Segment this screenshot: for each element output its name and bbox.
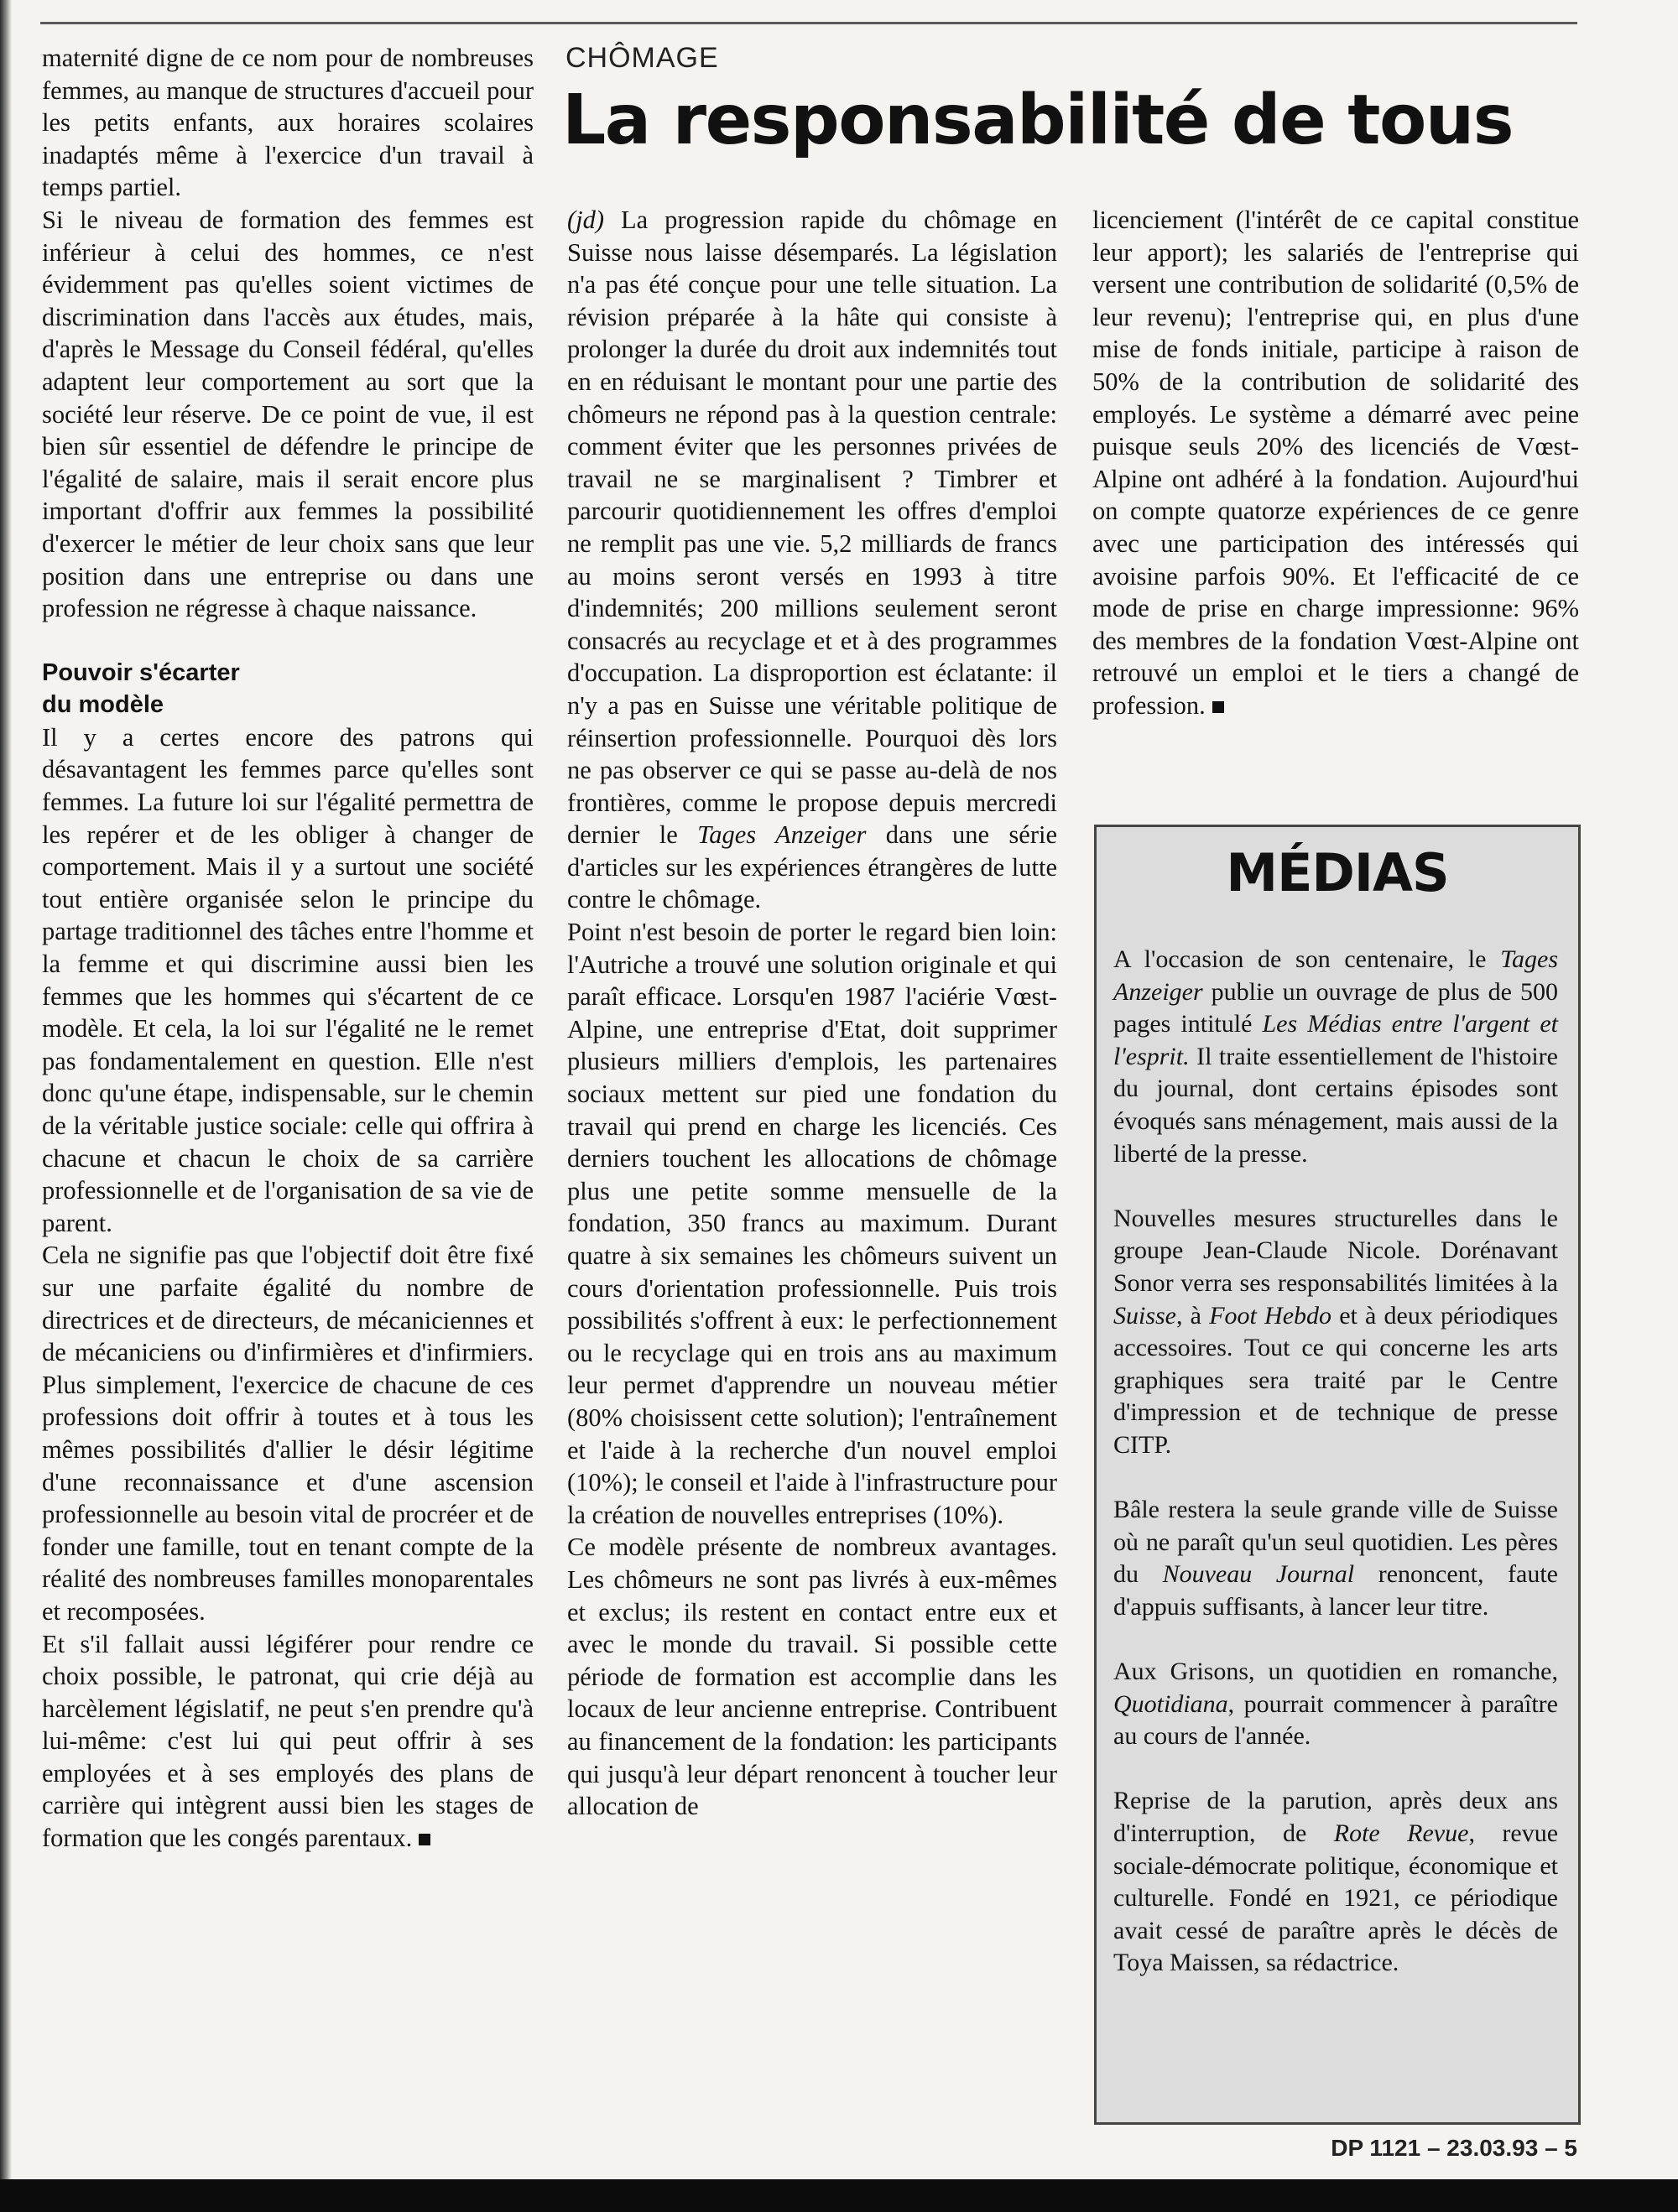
page-footer: DP 1121 – 23.03.93 – 5 — [1331, 2135, 1577, 2161]
paragraph: Ce modèle présente de nombreux avantages. Les chômeurs ne sont pas livrés à eux-mêmes et exclus; ils restent en contact entre eux et avec le monde du travail. Si possible cette période de formation est accomplie dans les locaux de leur ancienne entreprise. Contribuent au financement de la fondation: les participants qui jusqu'à leur départ renoncent à toucher leur allocation de — [567, 1533, 1057, 1821]
end-of-article-icon — [1212, 701, 1224, 713]
paragraph — [1092, 204, 1579, 722]
news-text: , revue sociale-démocrate politique, économique et culturelle. Fondé en 1921, ce périodique avait cessé de paraître après le décès de Toya Maissen, sa rédactrice. — [1113, 1819, 1559, 1977]
article-headline: La responsabilité de tous — [562, 81, 1514, 160]
end-of-article-icon — [419, 1834, 430, 1845]
column-left — [42, 42, 534, 1855]
book-title: Les Médias entre l'argent et l'esprit. — [1113, 1010, 1558, 1070]
paragraph — [42, 1628, 534, 1855]
paragraph — [567, 204, 1057, 916]
subheading — [42, 657, 534, 721]
paragraph: maternité digne de ce nom pour de nombreuses femmes, au manque de structures d'accueil pour les petits enfants, aux horaires scolaires inadaptés même à l'exercice d'un travail à temps partiel. — [42, 44, 534, 202]
news-text: , à — [1176, 1301, 1210, 1330]
news-text: Reprise de la parution, après deux ans d'interruption, de — [1113, 1787, 1558, 1848]
news-text: Il traite essentiellement de l'histoire du journal, dont certains épisodes sont évoqués sans ménagement, mais aussi de la liberté de la presse. — [1113, 1042, 1558, 1168]
column-right — [1092, 204, 1579, 722]
publication-name: Quotidiana — [1113, 1689, 1228, 1718]
medias-box — [1094, 825, 1581, 2125]
paragraph: Cela ne signifie pas que l'objectif doit être fixé sur une parfaite égalité du nombre de directrices et de directeurs, de mécaniciennes et de mécaniciens ou d'infirmières et d'infirmiers. Plus simplement, l'exercice de chacune de ces professions doit offrir à toutes et à tous les mêmes possibilités d'allier le désir légitime d'une reconnaissance et d'une ascension professionnelle au besoin vital de procréer et de fonder une famille, tout en tenant compte de la réalité des nombreuses familles monoparentales et recomposées. — [42, 1241, 534, 1626]
paragraph-text: dans une série d'articles sur les expériences étrangères de lutte contre le chômage. — [567, 820, 1057, 914]
news-text: renoncent, faute d'appuis suffisants, à lancer leur titre. — [1113, 1560, 1559, 1621]
publication-name: Suisse — [1113, 1301, 1176, 1330]
news-item — [1113, 1203, 1558, 1462]
subheading-line: du modèle — [42, 691, 164, 719]
paragraph: Il y a certes encore des patrons qui désavantagent les femmes parce qu'elles sont femmes. La future loi sur l'égalité permettra de les repérer et de les obliger à changer de comportement. Mais il y a surtout une société tout entière organisée selon le principe du partage traditionnel des tâches entre l'homme et la femme et qui discrimine aussi bien les femmes que les hommes qui s'écartent de ce modèle. Et cela, la loi sur l'égalité ne le remet pas fondamentalement en question. Elle n'est donc qu'une étape, indispensable, sur le chemin de la véritable justice sociale: celle qui offrira à chacune et chacun le choix de sa carrière professionnelle et de l'organisation de sa vie de parent. — [42, 722, 534, 1237]
news-text: Nouvelles mesures structurelles dans le groupe Jean-Claude Nicole. Dorénavant Sonor verra ses responsabilités limitées à la — [1113, 1204, 1558, 1297]
publication-name: Rote Revue — [1333, 1819, 1469, 1848]
paragraph-text: Et s'il fallait aussi légiférer pour rendre ce choix possible, le patronat, qui crie déjà au harcèlement législatif, ne peut s'en prendre qu'à lui-même: c'est lui qui peut offrir à ses employées et à ses employés des plans de carrière qui intègrent aussi bien les stages de formation que les congés parentaux. — [42, 1629, 534, 1853]
paragraph: Point n'est besoin de porter le regard bien loin: l'Autriche a trouvé une solution originale et qui paraît efficace. Lorsqu'en 1987 l'aciérie Vœst-Alpine, une entreprise d'Etat, doit supprimer plusieurs milliers d'emplois, les partenaires sociaux mettent sur pied une fondation du travail qui prend en charge les licenciés. Ces derniers touchent les allocations de chômage plus une petite somme mensuelle de la fondation, 350 francs au maximum. Durant quatre à six semaines les chômeurs suivent un cours d'orientation professionnelle. Puis trois possibilités s'offrent à eux: le perfectionnement ou le recyclage qui en trois ans au maximum leur permet d'apprendre un nouveau métier (80% choisissent cette solution); l'entraînement et l'aide à la recherche d'un nouvel emploi (10%); le conseil et l'aide à l'infrastructure pour la création de nouvelles entreprises (10%). — [567, 918, 1057, 1529]
publication-name: Tages Anzeiger — [697, 820, 867, 850]
news-text: et à deux périodiques accessoires. Tout ce qui concerne les arts graphiques sera traité par le Centre d'impression et de technique de presse CITP. — [1113, 1301, 1558, 1459]
paragraph-text: La progression rapide du chômage en Suisse nous laisse désemparés. La législation n'a pas été conçue pour une telle situation. La révision préparée à la hâte qui consiste à prolonger la durée du droit aux indemnités tout en en réduisant le montant pour une partie des chômeurs ne répond pas à la question centrale: comment éviter que les personnes privées de travail ne se marginalisent ? Timbrer et parcourir quotidiennement les offres d'emploi ne remplit pas une vie. 5,2 milliards de francs au moins seront versés en 1993 à titre d'indemnités; 200 millions seulement seront consacrés au recyclage et et à des programmes d'occupation. La disproportion est éclatante: il n'y a pas en Suisse une véritable politique de réinsertion professionnelle. Pourquoi dès lors ne pas observer ce qui se passe au-delà de nos frontières, comme le propose depuis mercredi dernier le — [567, 206, 1057, 850]
publication-name: Foot Hebdo — [1209, 1301, 1332, 1330]
paragraph-text: licenciement (l'intérêt de ce capital constitue leur apport); les salariés de l'entreprise qui versent une contribution de solidarité (0,5% de leur revenu); l'entreprise qui, en plus d'une mise de fonds initiale, participe à raison de 50% de la contribution de solidarité des employés. Le système a démarré avec peine puisque seuls 20% des licenciés de Vœst-Alpine ont adhéré à la fondation. Aujourd'hui on compte quatorze expériences de ce genre avec une participation des intéressés qui avoisine parfois 90%. Et l'efficacité de ce mode de prise en charge impressionne: 96% des membres de la fondation Vœst-Alpine ont retrouvé un emploi et le tiers a changé de profession. — [1092, 206, 1579, 720]
section-kicker: CHÔMAGE — [565, 42, 719, 74]
column-middle — [567, 204, 1057, 1823]
news-item — [1113, 1785, 1558, 1980]
scan-bottom-band — [0, 2179, 1678, 2212]
subheading-line: Pouvoir s'écarter — [42, 658, 240, 686]
news-item — [1113, 1656, 1558, 1753]
news-text: publie un ouvrage de plus de 500 pages intitulé — [1113, 977, 1558, 1038]
news-text: Aux Grisons, un quotidien en romanche, — [1113, 1658, 1558, 1686]
paragraph: Si le niveau de formation des femmes est inférieur à celui des hommes, ce n'est évidemment pas qu'elles soient victimes de discrimination dans l'accès aux études, mais, d'après le Message du Conseil fédéral, qu'elles adaptent leur comportement au sort que la société leur réserve. De ce point de vue, il est bien sûr essentiel de défendre le principe de l'égalité de salaire, mais il serait encore plus important d'offrir aux femmes la possibilité d'exercer le métier de leur choix sans que leur position dans une entreprise ou dans une profession ne régresse à chaque naissance. — [42, 205, 534, 623]
news-text: Bâle restera la seule grande ville de Suisse où ne paraît qu'un seul quotidien. Les pères du — [1113, 1496, 1558, 1589]
top-rule — [40, 22, 1577, 24]
news-text: , pourrait commencer à paraître au cours de l'année. — [1113, 1689, 1558, 1751]
author-initials: (jd) — [567, 206, 605, 234]
news-item — [1113, 944, 1558, 1170]
publication-name: Tages Anzeiger — [1113, 945, 1558, 1006]
scan-edge-shadow — [0, 0, 12, 2181]
publication-name: Nouveau Journal — [1162, 1560, 1355, 1589]
news-item — [1113, 1494, 1558, 1623]
news-text: A l'occasion de son centenaire, le — [1113, 945, 1501, 973]
medias-title: MÉDIAS — [1226, 842, 1449, 903]
medias-body — [1113, 944, 1558, 2012]
